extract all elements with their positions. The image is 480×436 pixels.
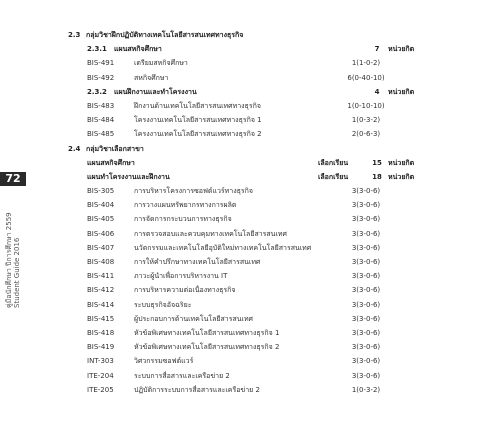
course-code: BIS-411 [87,272,115,281]
credit-total: 15 [372,158,382,167]
course-credit: 3(3-0-6) [351,314,381,323]
course-name: การให้คำปรึกษาทางเทคโนโลยีสารสนเทศ [134,258,261,266]
course-row [68,312,468,326]
section-number: 2.4 [68,144,81,153]
plan-title: แผนทำโครงงานและฝึกงาน [87,172,170,181]
course-row [68,127,468,141]
course-code: BIS-485 [87,130,115,139]
section-title: กลุ่มวิชาเลือกสาขา [86,144,144,153]
section-heading [68,28,468,42]
subsection-heading [68,42,468,56]
course-row [68,99,468,113]
course-row [68,354,468,368]
course-name: สหกิจศึกษา [134,73,169,82]
course-code: BIS-415 [87,314,115,323]
course-code: BIS-491 [87,59,115,68]
course-credit: 2(0-6-3) [351,130,381,139]
course-credit: 3(3-0-6) [351,286,381,295]
course-code: BIS-408 [87,258,115,266]
course-credit: 3(3-0-6) [351,357,381,366]
course-code: BIS-404 [87,201,115,210]
course-name: การตรวจสอบและควบคุมทางเทคโนโลยีสารสนเทศ [134,229,287,238]
course-name: วิศวกรรมซอฟต์แวร์ [134,357,194,366]
course-name: นวัตกรรมและเทคโนโลยีอุบัติใหม่ทางเทคโนโลยีสารสนเทศ [134,243,312,252]
course-name: ภาวะผู้นำเพื่อการบริหารงาน IT [134,272,228,281]
page-number: 72 [5,172,21,185]
subsection-number: 2.3.2 [87,87,107,96]
course-row [68,113,468,127]
course-name: การจัดการกระบวนการทางธุรกิจ [134,215,232,224]
elective-course-list [68,184,468,397]
course-credit: 1(0-3-2) [351,385,381,394]
course-code: BIS-405 [87,215,115,224]
plan-title: แผนสหกิจศึกษา [87,158,135,167]
course-credit: 3(3-0-6) [351,187,381,196]
course-row [68,241,468,255]
course-name: เตรียมสหกิจศึกษา [134,59,188,68]
subsection-title: แผนสหกิจศึกษา [114,45,162,54]
course-row [68,184,468,198]
credit-unit: หน่วยกิต [388,45,415,54]
course-credit: 3(3-0-6) [351,215,381,224]
course-row [68,255,468,269]
course-row [68,269,468,283]
plan-heading [68,170,468,184]
plan-heading [68,156,468,170]
credit-unit: หน่วยกิต [388,87,415,96]
course-code: BIS-407 [87,243,115,252]
page-number-tab [0,172,26,186]
credit-total: 7 [374,45,380,54]
course-row [68,212,468,226]
course-credit: 3(3-0-6) [351,243,381,252]
course-name: ฝึกงานด้านเทคโนโลยีสารสนเทศทางธุรกิจ [134,101,261,110]
elective-label: เลือกเรียน [318,172,349,181]
section-heading [68,142,468,156]
course-name: ระบบธุรกิจอัจฉริยะ [134,300,192,309]
course-row [68,369,468,383]
course-credit: 1(0-3-2) [351,116,381,125]
course-credit: 3(3-0-6) [351,300,381,309]
subsection-number: 2.3.1 [87,45,107,54]
course-row [68,326,468,340]
credit-unit: หน่วยกิต [388,172,415,181]
course-credit: 3(3-0-6) [351,343,381,352]
course-row [68,198,468,212]
section-title: กลุ่มวิชาฝึกปฏิบัติทางเทคโนโลยีสารสนเทศทางธุรกิจ [86,31,244,39]
course-code: BIS-412 [87,286,115,295]
course-credit: 3(3-0-6) [351,328,381,337]
course-code: BIS-484 [87,116,115,125]
course-name: การวางแผนทรัพยากรทางการผลิต [134,201,237,210]
course-name: โครงงานเทคโนโลยีสารสนเทศทางธุรกิจ 1 [134,116,262,125]
course-name: การบริหารโครงการซอฟต์แวร์ทางธุรกิจ [134,187,253,196]
curriculum-list [68,28,468,397]
course-credit: 3(3-0-6) [351,272,381,281]
course-row [68,340,468,354]
course-credit: 3(3-0-6) [351,371,381,380]
side-header-english: Student Guide 2016 [13,237,21,308]
course-code: ITE-205 [87,385,114,394]
section-number: 2.3 [68,31,81,39]
subsection-heading [68,85,468,99]
course-code: ITE-204 [87,371,114,380]
course-code: BIS-418 [87,328,115,337]
course-row [68,56,468,70]
course-name: ระบบการสื่อสารและเครือข่าย 2 [134,371,230,380]
course-credit: 3(3-0-6) [351,229,381,238]
course-row [68,298,468,312]
course-name: โครงงานเทคโนโลยีสารสนเทศทางธุรกิจ 2 [134,130,262,139]
course-row [68,71,468,85]
course-code: INT-303 [87,357,114,366]
elective-label: เลือกเรียน [318,158,349,167]
subsection-title: แผนฝึกงานและทำโครงงาน [114,87,197,96]
side-running-header [5,198,21,308]
course-name: ผู้ประกอบการด้านเทคโนโลยีสารสนเทศ [134,314,253,323]
course-credit: 6(0-40-10) [347,73,385,82]
credit-total: 18 [372,172,382,181]
course-row [68,283,468,297]
course-name: หัวข้อพิเศษทางเทคโนโลยีสารสนเทศทางธุรกิจ 1 [134,328,280,337]
course-code: BIS-414 [87,300,115,309]
course-credit: 1(0-10-10) [347,101,385,110]
course-credit: 3(3-0-6) [351,201,381,210]
course-credit: 1(1-0-2) [351,59,381,68]
course-name: การบริหารความต่อเนื่องทางธุรกิจ [134,286,236,295]
credit-unit: หน่วยกิต [388,158,415,167]
course-code: BIS-406 [87,229,115,238]
course-row [68,227,468,241]
course-name: หัวข้อพิเศษทางเทคโนโลยีสารสนเทศทางธุรกิจ 2 [134,343,280,352]
credit-total: 4 [374,87,380,96]
course-code: BIS-483 [87,101,115,110]
course-code: BIS-305 [87,187,115,196]
course-name: ปฏิบัติการระบบการสื่อสารและเครือข่าย 2 [134,385,260,394]
course-code: BIS-419 [87,343,115,352]
side-header-thai: คู่มือนักศึกษา ปีการศึกษา 2559 [5,212,13,308]
course-row [68,383,468,397]
course-credit: 3(3-0-6) [351,258,381,266]
course-code: BIS-492 [87,73,115,82]
